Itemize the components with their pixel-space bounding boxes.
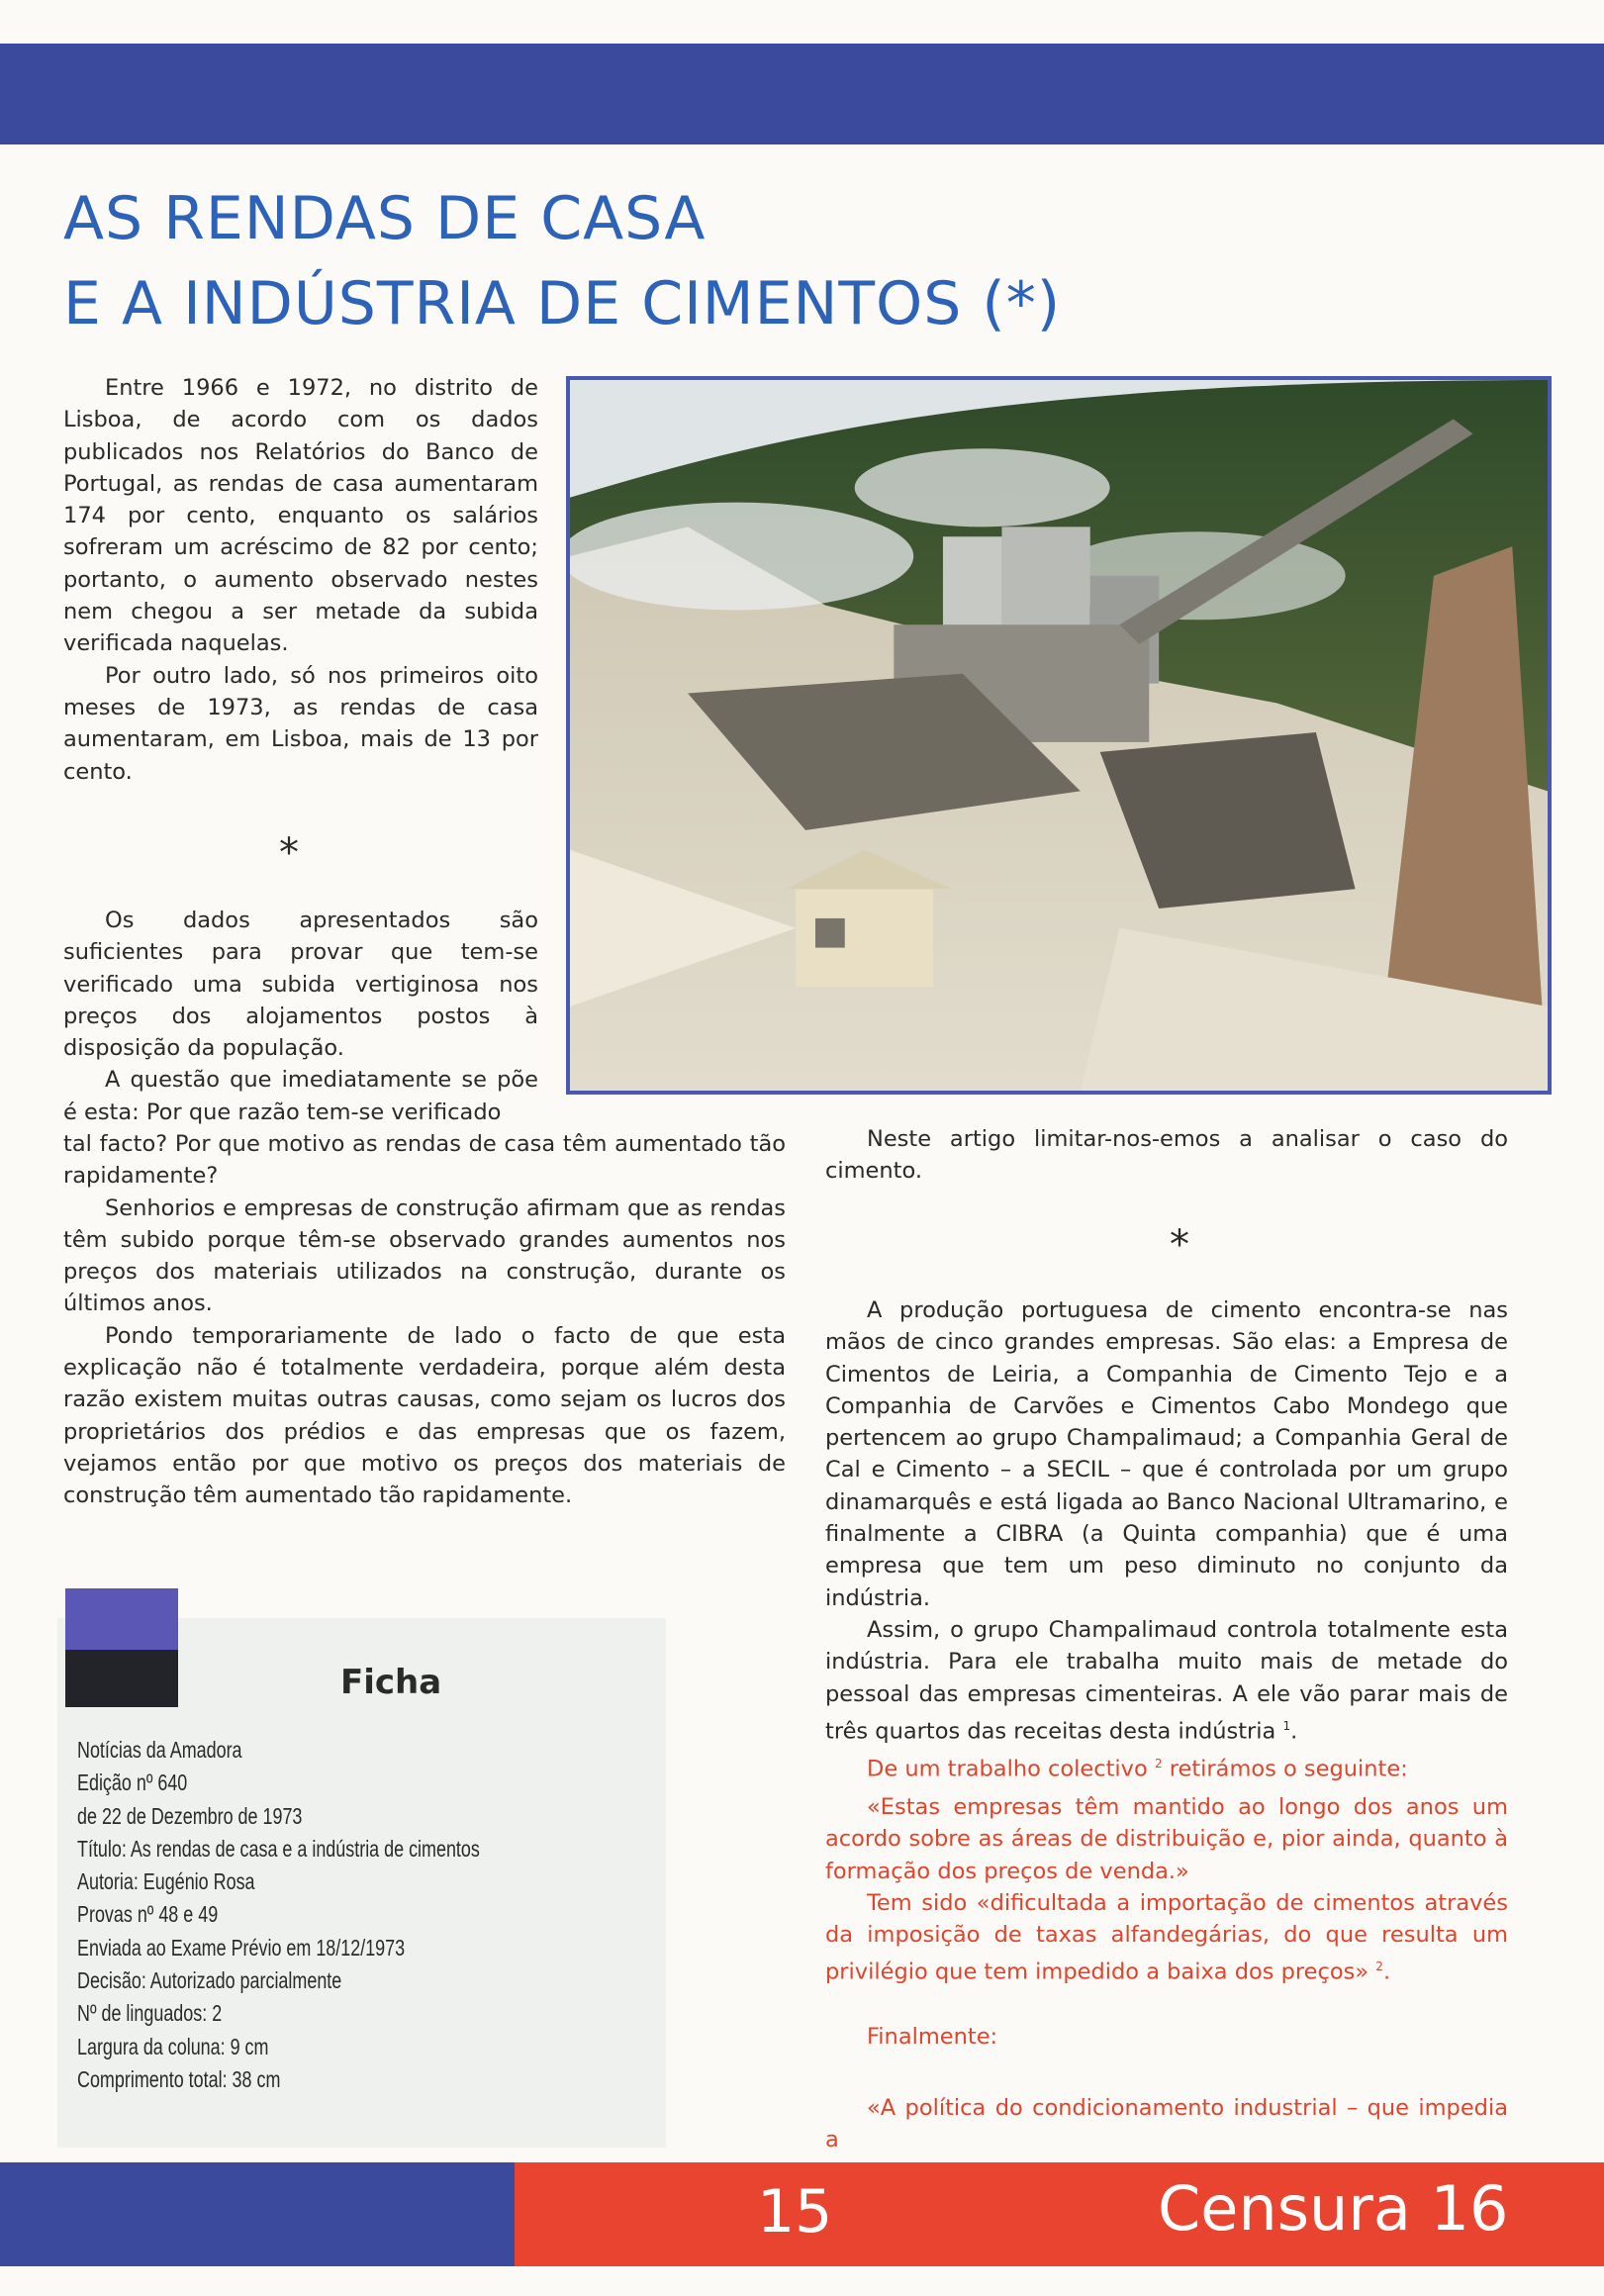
paragraph: [825, 1748, 1508, 1785]
ficha-line: Enviada ao Exame Prévio em 18/12/1973: [77, 1934, 406, 1961]
ficha-tab-blue: [65, 1588, 178, 1650]
left-column-top: [63, 372, 538, 788]
cement-factory-photo: [566, 376, 1552, 1095]
left-column-lower: [63, 1128, 786, 1512]
ficha-title: Ficha: [340, 1663, 442, 1702]
footnote-ref: 2: [1375, 1960, 1383, 1974]
paragraph: Entre 1966 e 1972, no distrito de Lisboa, de acordo com os dados publicados nos Relatórios do Banco de Portugal, as rendas de casa aumentaram 174 por cento, enquanto os salários sofreram um acréscimo de 82 por cento; portanto, o aumento observado nestes nem chegou a ser metade da subida verificada naquelas.: [63, 375, 538, 657]
quote: «A política do condicionamento industrial – que impedia a: [825, 2095, 1508, 2153]
quote: «Estas empresas têm mantido ao longo dos anos um acordo sobre as áreas de distribuição e, pior ainda, quanto à formação dos preços de venda.»: [825, 1794, 1508, 1884]
right-column-top: [825, 1123, 1508, 1188]
factory-illustration: [570, 380, 1548, 1091]
ficha-line: Largura da coluna: 9 cm: [77, 2033, 269, 2059]
title-line-2: E A INDÚSTRIA DE CIMENTOS (*): [63, 269, 1062, 338]
right-column-body: [825, 1294, 1508, 1784]
magazine-name: Censura 16: [1158, 2172, 1509, 2245]
quote: [825, 1887, 1508, 1988]
title-line-1: AS RENDAS DE CASA: [63, 184, 707, 253]
paragraph: Finalmente:: [867, 2024, 998, 2050]
ficha-line: de 22 de Dezembro de 1973: [77, 1802, 303, 1829]
header-bar: [0, 44, 1604, 144]
ficha-line: Decisão: Autorizado parcialmente: [77, 1967, 342, 1994]
ficha-line: Edição nº 640: [77, 1770, 188, 1796]
paragraph: Neste artigo limitar-nos-emos a analisar o caso do cimento.: [825, 1126, 1508, 1185]
paragraph-text: retirámos o seguinte:: [1169, 1756, 1408, 1782]
paragraph: Por outro lado, só nos primeiros oito meses de 1973, as rendas de casa aumentaram, em Lisboa, mais de 13 por cento.: [63, 662, 538, 785]
quote-text: Tem sido «dificultada a importação de cimentos através da imposição de taxas alfandegárias, do que resulta um privilégio que tem impedido a baixa dos preços»: [825, 1889, 1508, 1985]
paragraph-text: De um trabalho colectivo: [867, 1756, 1148, 1782]
paragraph: [825, 1614, 1508, 1748]
period: .: [1382, 1959, 1391, 1985]
paragraph: Os dados apresentados são suficientes para provar que tem-se verificado uma subida vertiginosa nos preços dos alojamentos postos à disposição da população.: [63, 908, 538, 1062]
paragraph: A produção portuguesa de cimento encontra-se nas mãos de cinco grandes empresas. São elas: a Empresa de Cimentos de Leiria, a Companhia de Cimento Tejo e a Companhia de Carvões e Cimentos Cabo Mondego que pertencem ao grupo Champalimaud; a Companhia Geral de Cal e Cimento – a SECIL – que é controlada por um grupo dinamarquês e está ligada ao Banco Nacional Ultramarino, e finalmente a CIBRA (a Quinta companhia) que é uma empresa que tem um peso diminuto no conjunto da indústria.: [825, 1297, 1508, 1611]
ficha-line: Nº de linguados: 2: [77, 2000, 223, 2027]
paragraph: Pondo temporariamente de lado o facto de que esta explicação não é totalmente verdadeira, porque além desta razão existem muitas outras causas, como sejam os lucros dos proprietários dos prédios e das empresas que os fazem, vejamos então por que motivo os preços dos materiais de construção têm aumentado tão rapidamente.: [63, 1322, 786, 1509]
section-separator: *: [1170, 1222, 1189, 1268]
left-column-middle: [63, 905, 538, 1128]
ficha-line: Título: As rendas de casa e a indústria de cimentos: [77, 1835, 480, 1862]
paragraph-text: Assim, o grupo Champalimaud controla totalmente esta indústria. Para ele trabalha muito mais de metade do pessoal das empresas cimenteiras. A ele vão parar mais de três quartos das receitas desta indústria: [825, 1616, 1508, 1745]
ficha-line: Comprimento total: 38 cm: [77, 2065, 281, 2092]
ficha-tab-dark: [65, 1650, 178, 1707]
ficha-line: Notícias da Amadora: [77, 1737, 242, 1763]
right-column-quotes: [825, 1791, 1508, 1988]
section-separator: *: [279, 830, 299, 876]
right-column-final: [825, 2021, 1508, 2053]
period: .: [1290, 1718, 1298, 1745]
footnote-ref: 2: [1154, 1756, 1163, 1770]
page-number: 15: [757, 2177, 833, 2247]
paragraph: tal facto? Por que motivo as rendas de casa têm aumentado tão rapidamente?: [63, 1131, 786, 1190]
ficha-details: [77, 1734, 532, 2096]
article-title: [63, 176, 1548, 346]
ficha-line: Provas nº 48 e 49: [77, 1901, 219, 1928]
paragraph: A questão que imediatamente se põe é esta: Por que razão tem-se verificado: [63, 1067, 538, 1125]
ficha-line: Autoria: Eugénio Rosa: [77, 1868, 255, 1895]
right-column-quote-3: [825, 2092, 1508, 2156]
paragraph: Senhorios e empresas de construção afirmam que as rendas têm subido porque têm-se observado grandes aumentos nos preços dos materiais utilizados na construção, durante os últimos anos.: [63, 1195, 786, 1317]
footer-bar-blue: [0, 2162, 515, 2266]
footnote-ref: 1: [1282, 1718, 1291, 1733]
